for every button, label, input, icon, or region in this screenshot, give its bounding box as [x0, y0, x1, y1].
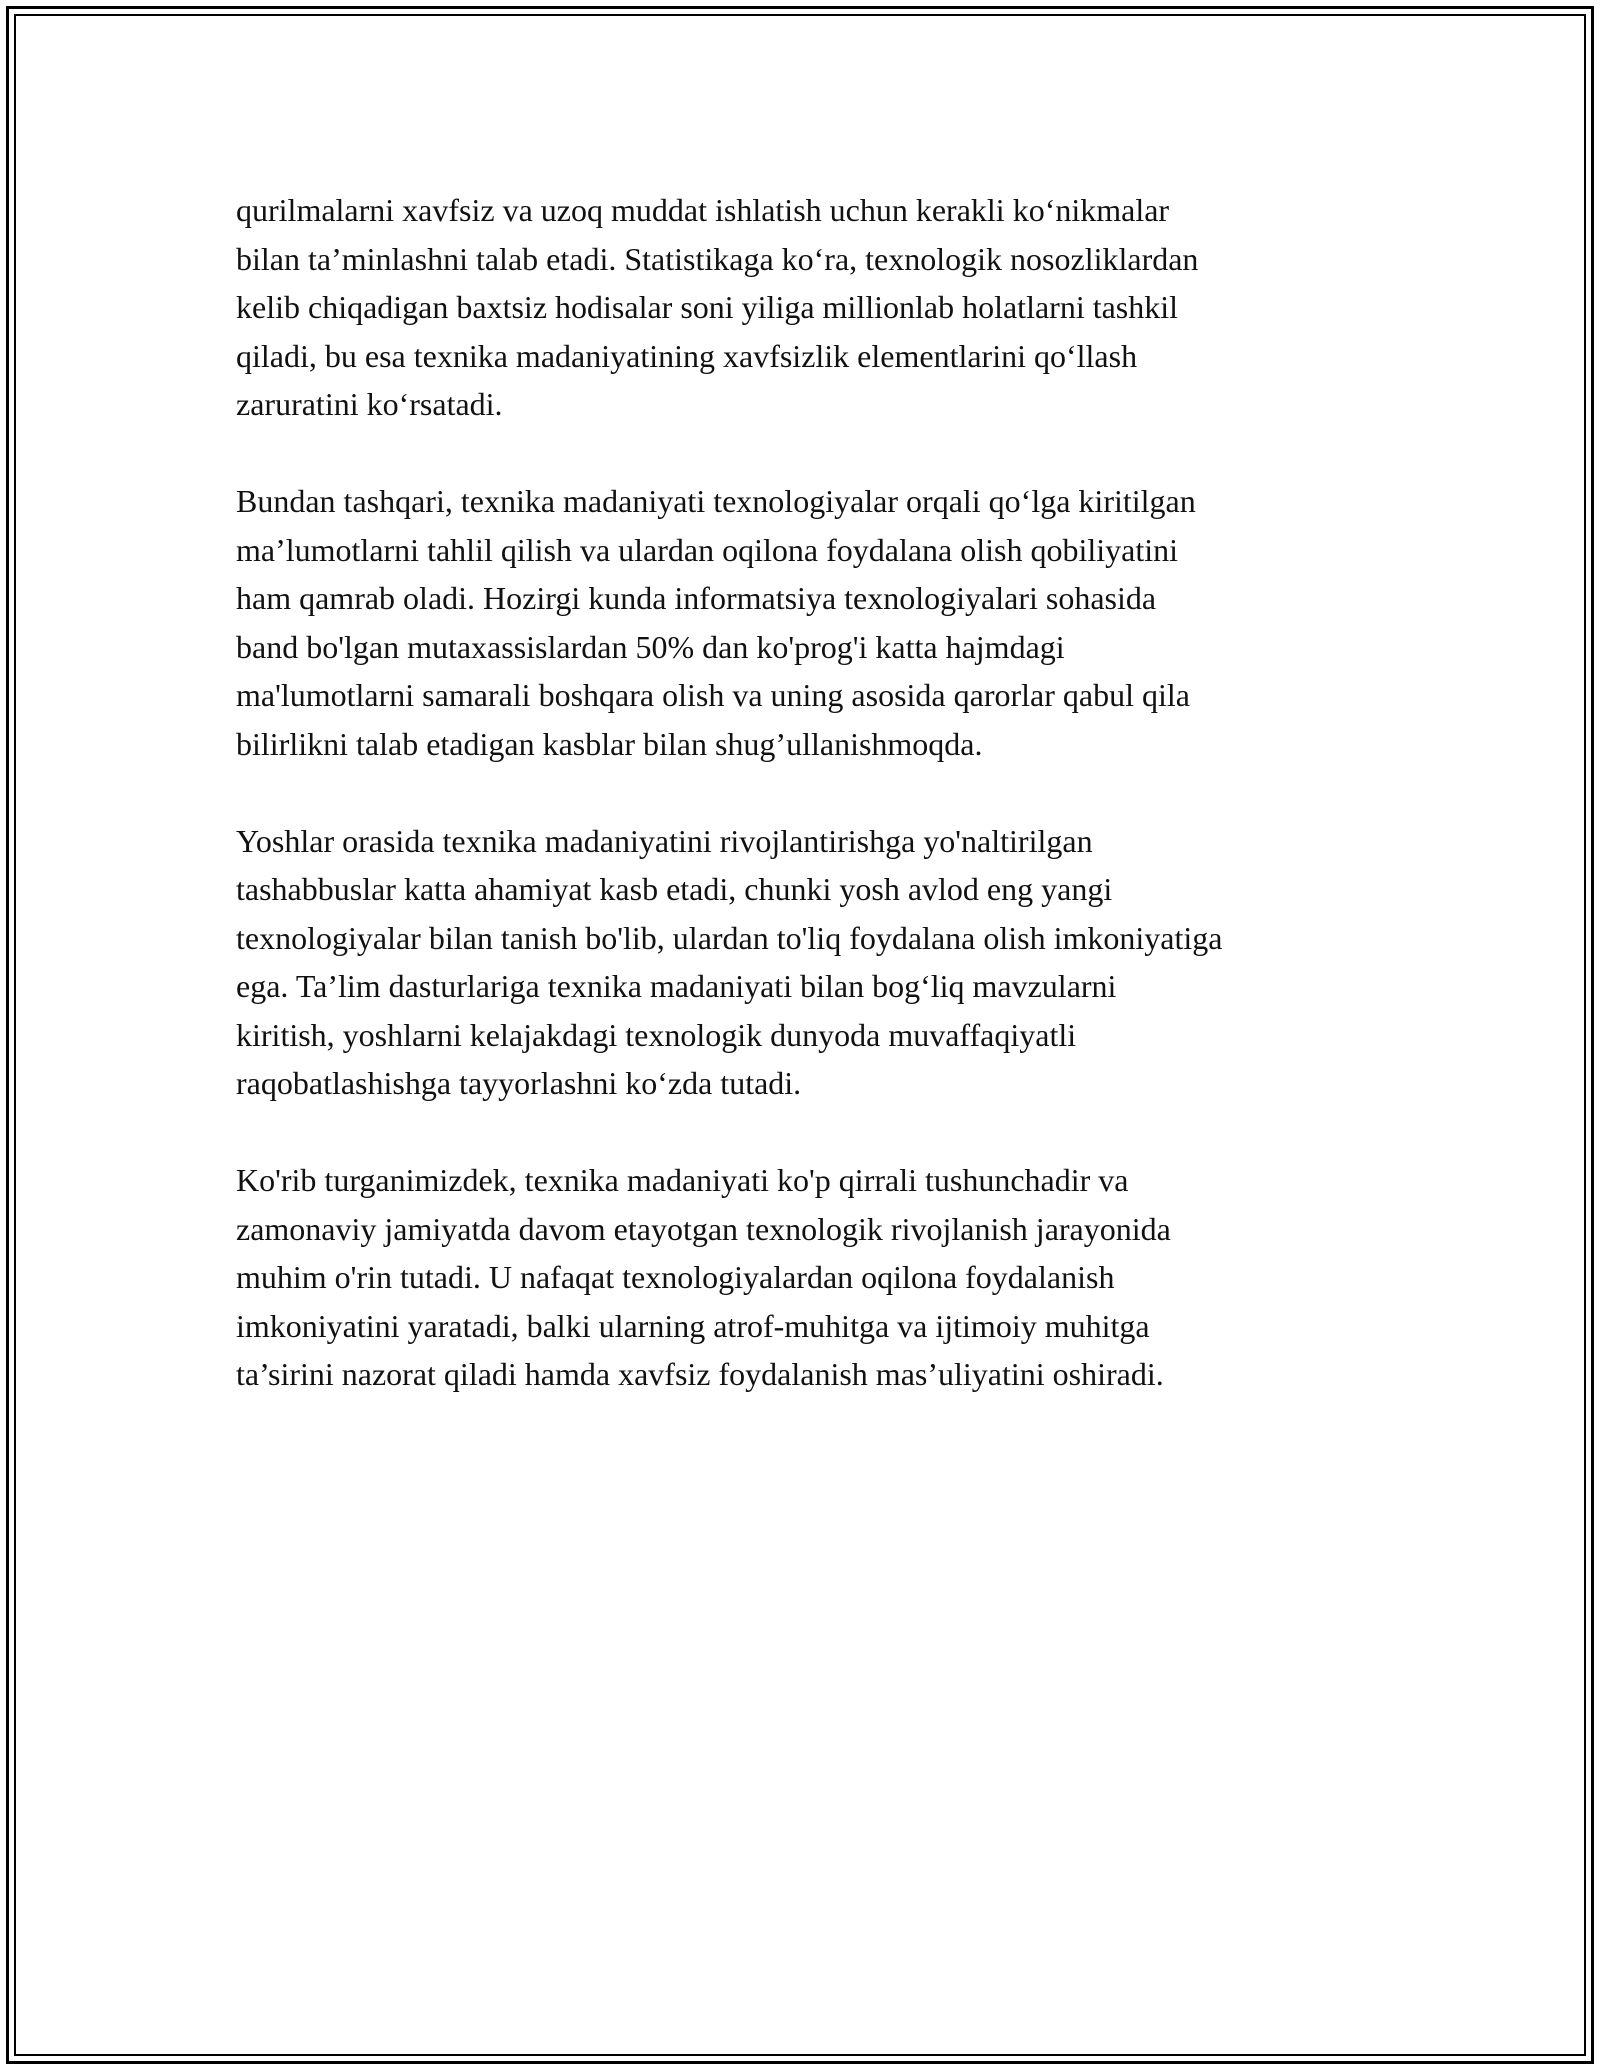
text-line: band bo'lgan mutaxassislardan 50% dan ko'prog'i katta hajmdagi: [236, 628, 1065, 665]
text-line: Yoshlar orasida texnika madaniyatini rivojlantirishga yo'naltirilgan: [236, 822, 1093, 859]
text-line: ham qamrab oladi. Hozirgi kunda informatsiya texnologiyalari sohasida: [236, 580, 1157, 616]
document-body: [236, 186, 1386, 1447]
text-line: zaruratini ko‘rsatadi.: [236, 386, 503, 422]
text-line: zamonaviy jamiyatda davom etayotgan texnologik rivojlanish jarayonida: [236, 1210, 1171, 1247]
text-line: texnologiyalar bilan tanish bo'lib, ulardan to'liq foydalana olish imkoniyatiga: [236, 919, 1223, 956]
paragraph-4: [236, 1156, 1386, 1399]
text-line: Ko'rib turganimizdek, texnika madaniyati ko'p qirrali tushunchadir va: [236, 1162, 1129, 1198]
text-line: muhim o'rin tutadi. U nafaqat texnologiyalardan oqilona foydalanish: [236, 1259, 1115, 1295]
text-line: Bundan tashqari, texnika madaniyati texnologiyalar orqali qo‘lga kiritilgan: [236, 483, 1196, 519]
text-line: ma’lumotlarni tahlil qilish va ulardan oqilona foydalana olish qobiliyatini: [236, 531, 1179, 568]
paragraph-1: [236, 186, 1386, 429]
text-line: ta’sirini nazorat qiladi hamda xavfsiz foydalanish mas’uliyatini oshiradi.: [236, 1356, 1164, 1392]
paragraph-2: [236, 477, 1386, 768]
text-line: ma'lumotlarni samarali boshqara olish va uning asosida qarorlar qabul qila: [236, 677, 1190, 713]
text-line: imkoniyatini yaratadi, balki ularning atrof-muhitga va ijtimoiy muhitga: [236, 1307, 1150, 1344]
text-line: qiladi, bu esa texnika madaniyatining xavfsizlik elementlarini qo‘llash: [236, 337, 1138, 374]
text-line: bilan ta’minlashni talab etadi. Statistikaga ko‘ra, texnologik nosozliklardan: [236, 240, 1199, 277]
text-line: ega. Ta’lim dasturlariga texnika madaniyati bilan bog‘liq mavzularni: [236, 968, 1117, 1004]
text-line: raqobatlashishga tayyorlashni ko‘zda tutadi.: [236, 1065, 802, 1101]
text-line: qurilmalarni xavfsiz va uzoq muddat ishlatish uchun kerakli ko‘nikmalar: [236, 192, 1170, 228]
text-line: kiritish, yoshlarni kelajakdagi texnologik dunyoda muvaffaqiyatli: [236, 1016, 1077, 1053]
text-line: kelib chiqadigan baxtsiz hodisalar soni yiliga millionlab holatlarni tashkil: [236, 289, 1179, 325]
paragraph-3: [236, 817, 1386, 1108]
text-line: tashabbuslar katta ahamiyat kasb etadi, chunki yosh avlod eng yangi: [236, 871, 1113, 907]
text-line: bilirlikni talab etadigan kasblar bilan shug’ullanishmoqda.: [236, 725, 983, 762]
